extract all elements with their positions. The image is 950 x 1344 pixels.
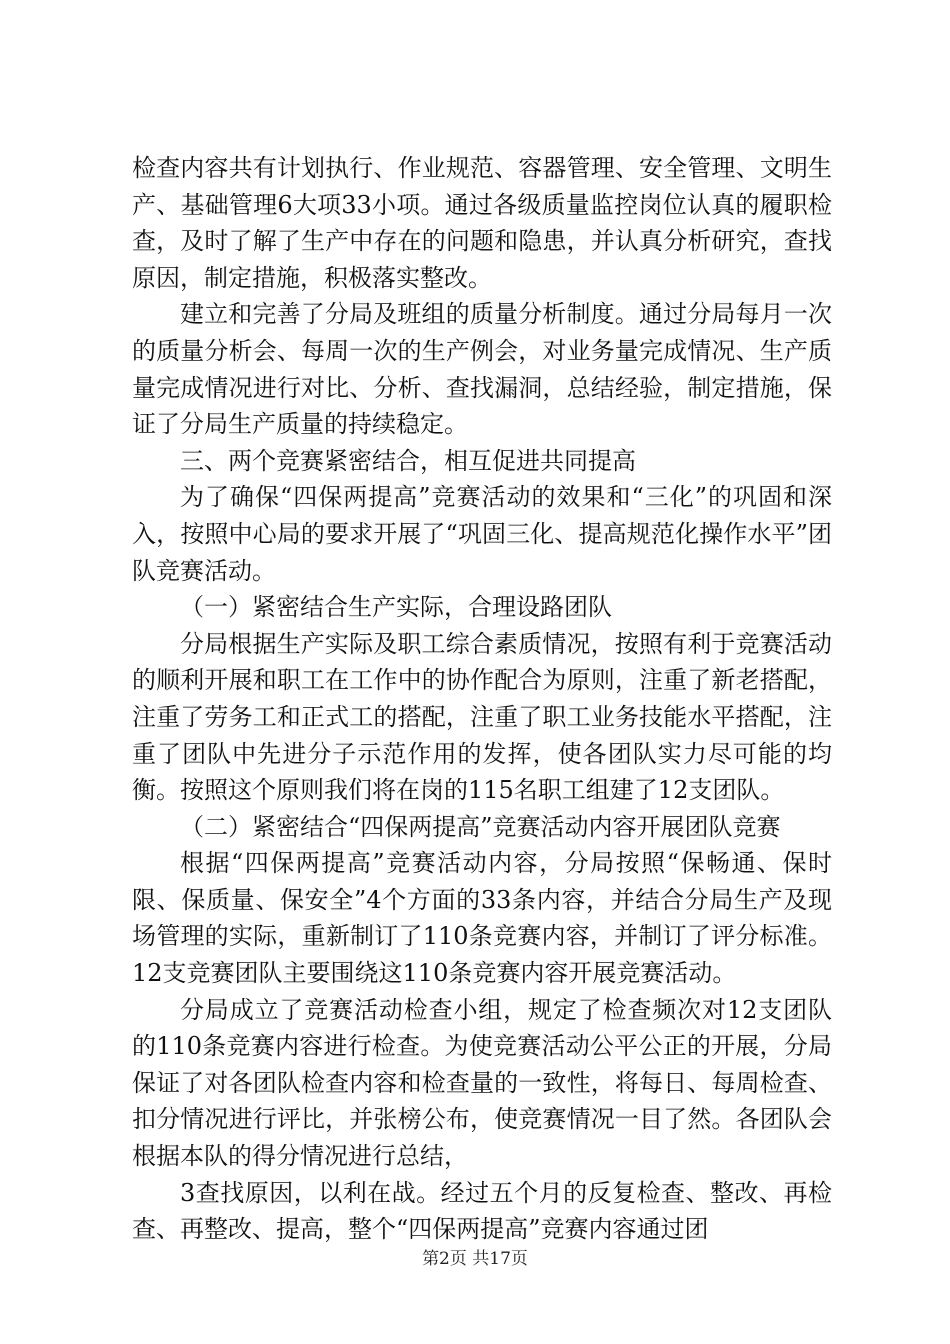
paragraph-1: 检查内容共有计划执行、作业规范、容器管理、安全管理、文明生产、基础管理6大项33小项。通过各级质量监控岗位认真的履职检查，及时了解了生产中存在的问题和隐患，并认真分析研究，查找原因，制定措施，积极落实整改。 — [132, 154, 832, 292]
paragraph-6: 分局根据生产实际及职工综合素质情况，按照有利于竞赛活动的顺利开展和职工在工作中的协作配合为原则，注重了新老搭配，注重了劳务工和正式工的搭配，注重了职工业务技能水平搭配，注重了团队中先进分子示范作用的发挥，使各团队实力尽可能的均衡。按照这个原则我们将在岗的115名职工组建了12支团队。 — [132, 629, 832, 805]
subsection-heading-1: （一）紧密结合生产实际，合理设路团队 — [180, 593, 612, 622]
paragraph-4: 为了确保“四保两提高”竞赛活动的效果和“三化”的巩固和深入，按照中心局的要求开展了“巩固三化、提高规范化操作水平”团队竞赛活动。 — [132, 483, 832, 585]
subsection-heading-2: （二）紧密结合“四保两提高”竞赛活动内容开展团队竞赛 — [180, 812, 781, 841]
page-footer — [0, 1244, 950, 1269]
section-heading-3: 三、两个竞赛紧密结合，相互促进共同提高 — [180, 446, 636, 475]
paragraph-9: 分局成立了竞赛活动检查小组，规定了检查频次对12支团队的110条竞赛内容进行检查。为使竞赛活动公平公正的开展，分局保证了对各团队检查内容和检查量的一致性，将每日、每周检查、扣分情况进行评比，并张榜公布，使竞赛情况一目了然。各团队会根据本队的得分情况进行总结， — [132, 995, 832, 1171]
page-number: 第2页 共17页 — [422, 1249, 528, 1269]
paragraph-10: 3查找原因，以利在战。经过五个月的反复检查、整改、再检查、再整改、提高，整个“四保两提高”竞赛内容通过团 — [132, 1178, 832, 1244]
paragraph-2: 建立和完善了分局及班组的质量分析制度。通过分局每月一次的质量分析会、每周一次的生产例会，对业务量完成情况、生产质量完成情况进行对比、分析、查找漏洞，总结经验，制定措施，保证了分局生产质量的持续稳定。 — [132, 300, 832, 439]
paragraph-8: 根据“四保两提高”竞赛活动内容，分局按照“保畅通、保时限、保质量、保安全”4个方面的33条内容，并结合分局生产及现场管理的实际，重新制订了110条竞赛内容，并制订了评分标准。12支竞赛团队主要围绕这110条竞赛内容开展竞赛活动。 — [132, 849, 832, 988]
document-body — [132, 150, 832, 1248]
